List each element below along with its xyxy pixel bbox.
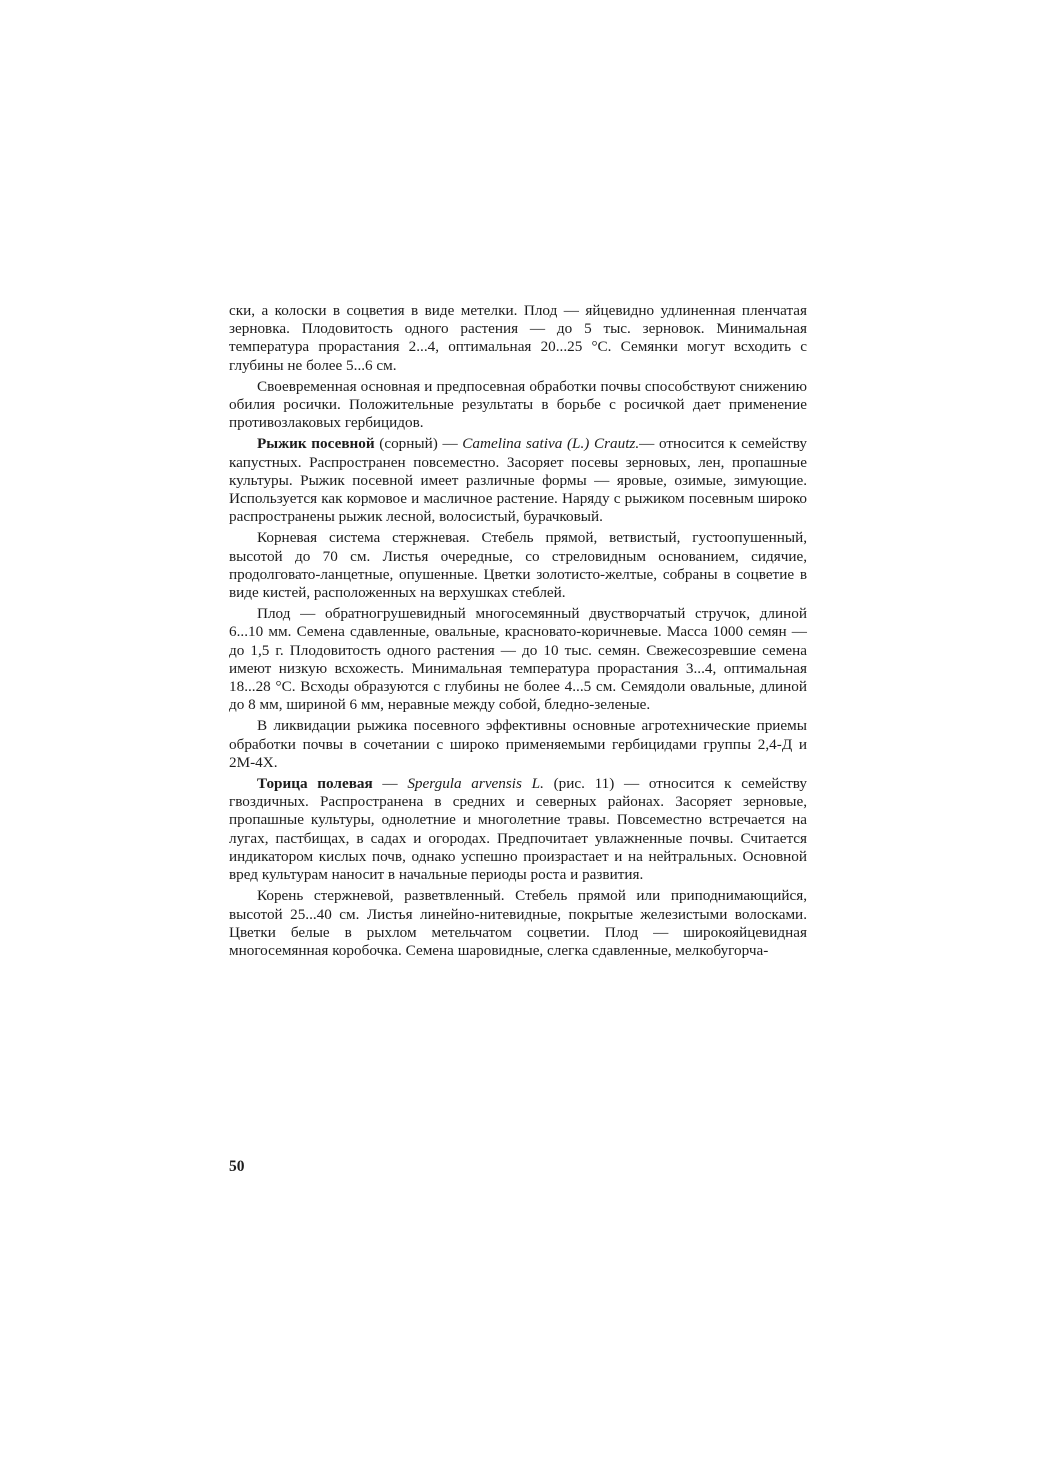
species-heading-dash: —	[372, 775, 408, 793]
latin-name: Spergula arvensis L.	[407, 775, 544, 793]
paragraph-continuation	[229, 302, 807, 375]
paragraph-camelina-morphology	[229, 529, 807, 602]
paragraph-text: В ликвидации рыжика посевного эффективны основные агротехнические приемы обработки почвы в сочетании с широко применяемыми гербицидами группы 2,4-Д и 2М-4Х.	[229, 717, 807, 771]
paragraph-camelina-intro	[229, 435, 807, 526]
paragraph-text: — относится к семейству капустных. Распространен повсеместно. Засоряет посевы зерновых, лен, пропашные культуры. Рыжик посевной имеет различные формы — яровые, озимые, зимующие. Используется как кормовое и масличное растение. Наряду с рыжиком посевным широко распространены рыжик лесной, волосистый, бурачковый.	[229, 435, 807, 526]
paragraph-camelina-fruit	[229, 605, 807, 714]
species-heading: Рыжик посевной	[257, 435, 375, 453]
species-heading: Торица полевая	[257, 775, 373, 793]
paragraph-spergula-morphology	[229, 887, 807, 960]
paragraph-text: Плод — обратногрушевидный многосемянный двустворчатый стручок, длиной 6...10 мм. Семена сдавленные, овальные, красновато-коричневые. Масса 1000 семян — до 1,5 г. Плодовитость одного растения — до 10 тыс. семян. Свежесозревшие семена имеют низкую всхожесть. Минимальная температура прорастания 3...4, оптимальная 18...28 °С. Всходы образуются с глубины не более 4...5 см. Семядоли овальные, длиной до 8 мм, шириной 6 мм, неравные между собой, бледно-зеленые.	[229, 605, 807, 714]
species-heading-note: (сорный) —	[374, 435, 463, 453]
paragraph-camelina-control	[229, 717, 807, 772]
page-number: 50	[229, 1158, 245, 1175]
paragraph-text: Корень стержневой, разветвленный. Стебель прямой или приподнимающийся, высотой 25...40 см. Листья линейно-нитевидные, покрытые железистыми волосками. Цветки белые в рыхлом метельчатом соцветии. Плод — широкояйцевидная многосемянная коробочка. Семена шаровидные, слегка сдавленные, мелкобугорча-	[229, 887, 807, 959]
paragraph-text: Своевременная основная и предпосевная обработки почвы способствуют снижению обилия росички. Положительные результаты в борьбе с росичкой дает применение противозлаковых гербицидов.	[229, 377, 807, 432]
latin-name: Camelina sativa (L.) Crautz.	[462, 435, 640, 453]
paragraph-spergula-intro	[229, 775, 807, 884]
page-body	[229, 302, 807, 963]
paragraph-rosichka-control	[229, 378, 807, 433]
paragraph-text: ски, а колоски в соцветия в виде метелки. Плод — яйцевидно удлиненная пленчатая зерновка. Плодовитость одного растения — до 5 тыс. зерновок. Минимальная температура прорастания 2...4, оптимальная 20...25 °С. Семянки могут всходить с глубины не более 5...6 см.	[229, 302, 807, 374]
paragraph-text: Корневая система стержневая. Стебель прямой, ветвистый, густоопушенный, высотой до 70 см. Листья очередные, со стреловидным основанием, сидячие, продолговато-ланцетные, опушенные. Цветки золотисто-желтые, собраны в соцветие в виде кистей, расположенных на верхушках стеблей.	[229, 529, 807, 602]
paragraph-text: (рис. 11) — относится к семейству гвоздичных. Распространена в средних и северных районах. Засоряет зерновые, пропашные культуры, однолетние и многолетние травы. Повсеместно встречается на лугах, пастбищах, в садах и огородах. Предпочитает увлажненные почвы. Считается индикатором кислых почв, однако успешно произрастает и на нейтральных. Основной вред культурам наносит в начальные периоды роста и развития.	[229, 775, 808, 884]
